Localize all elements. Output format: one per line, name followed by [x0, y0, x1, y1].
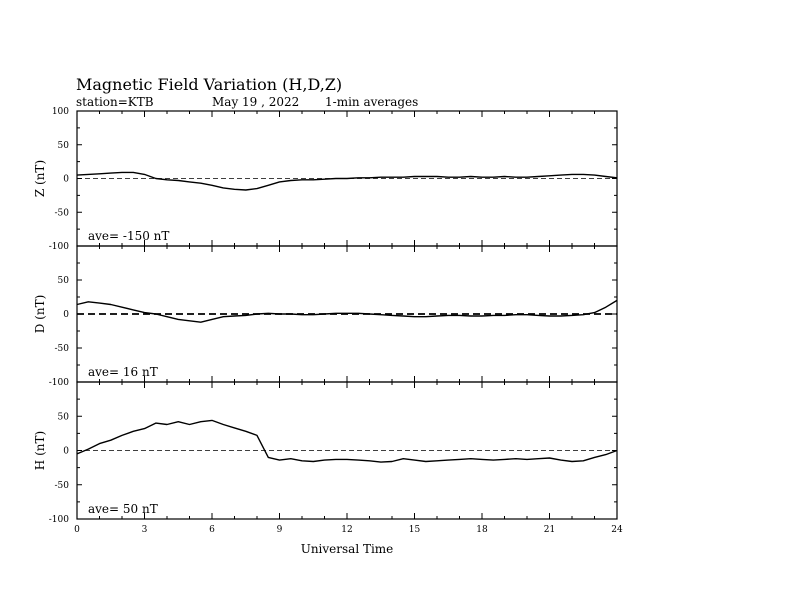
x-tick-label: 6 — [209, 525, 215, 535]
y-tick-label: -100 — [48, 515, 69, 525]
y-axis-label: D (nT) — [33, 294, 47, 334]
average-annotation: ave= 16 nT — [88, 365, 158, 379]
y-axis-label: Z (nT) — [33, 159, 47, 198]
series-line — [77, 172, 617, 190]
x-tick-label: 9 — [276, 525, 283, 535]
x-tick-label: 0 — [74, 525, 80, 535]
x-tick-label: 18 — [476, 525, 488, 535]
y-tick-label: 100 — [51, 107, 69, 117]
station-label: station=KTB — [76, 95, 154, 109]
x-tick-label: 24 — [611, 525, 623, 535]
series-line — [77, 420, 617, 462]
x-tick-label: 21 — [543, 525, 556, 535]
y-tick-label: 50 — [57, 140, 69, 151]
average-annotation: ave= -150 nT — [88, 229, 170, 243]
y-tick-label: -100 — [48, 378, 69, 388]
y-tick-label: -50 — [54, 344, 69, 354]
date-label: May 19 , 2022 — [212, 95, 300, 109]
x-axis-label: Universal Time — [300, 542, 394, 556]
y-tick-label: 50 — [57, 412, 69, 423]
averaging-label: 1-min averages — [325, 95, 419, 109]
series-line — [77, 300, 617, 322]
y-tick-label: -50 — [54, 480, 69, 491]
y-axis-label: H (nT) — [33, 430, 47, 471]
y-tick-label: 0 — [63, 310, 69, 320]
y-tick-label: -50 — [54, 208, 69, 219]
y-tick-label: 50 — [57, 276, 69, 286]
average-annotation: ave= 50 nT — [88, 502, 158, 516]
x-tick-label: 12 — [341, 525, 353, 535]
x-tick-label: 15 — [408, 525, 421, 535]
x-tick-label: 3 — [141, 525, 148, 535]
y-tick-label: -100 — [48, 242, 69, 252]
chart-title: Magnetic Field Variation (H,D,Z) — [76, 75, 343, 94]
y-tick-label: 0 — [63, 446, 69, 457]
y-tick-label: 0 — [63, 174, 69, 185]
